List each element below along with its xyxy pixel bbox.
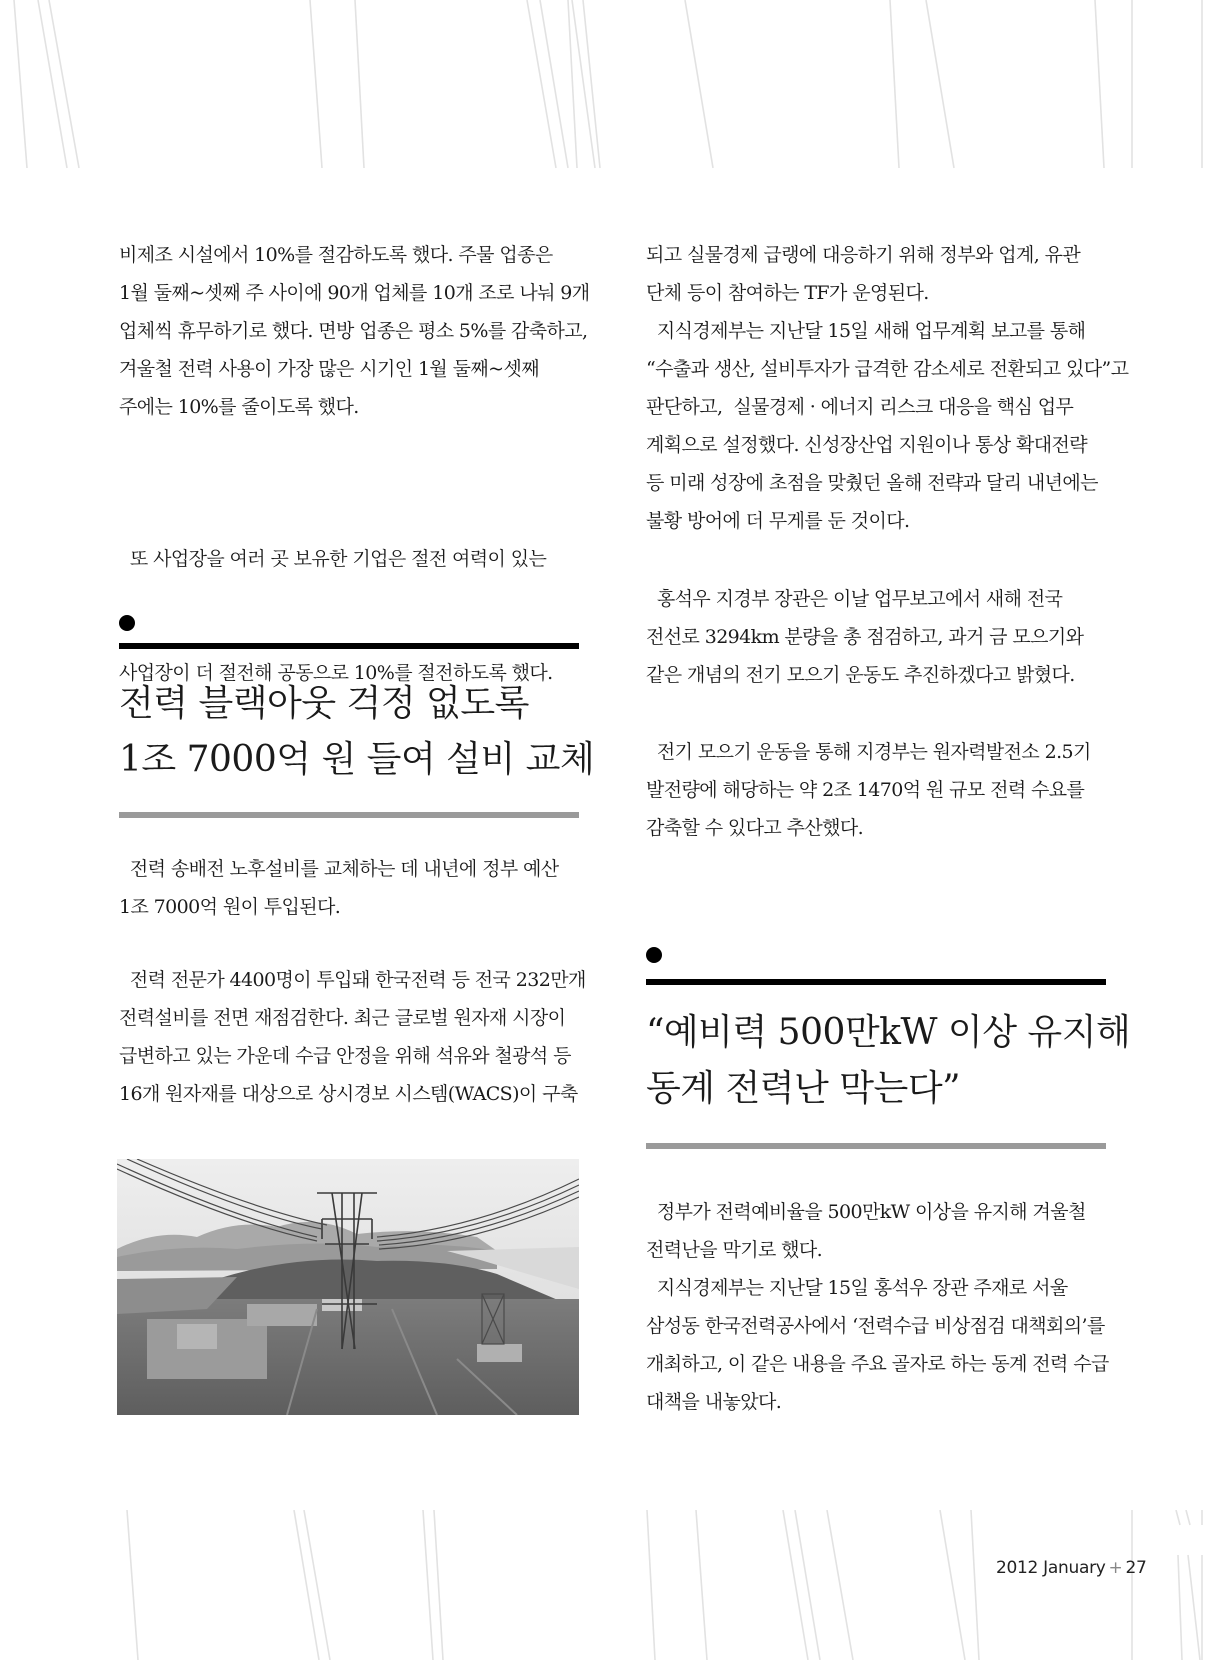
text-line: 주에는 10%를 줄이도록 했다. (119, 396, 359, 418)
text-line: 감축할 수 있다고 추산했다. (646, 817, 864, 839)
ministry-paragraph (646, 312, 1129, 540)
text-line: 홍석우 지경부 장관은 이날 업무보고에서 새해 전국 (646, 588, 1063, 610)
issue-date: 2012 January (996, 1558, 1106, 1578)
text-line: 전력설비를 전면 재점검한다. 최근 글로벌 원자재 시장이 (119, 1007, 566, 1029)
article-paragraph-meeting (646, 1269, 1109, 1421)
decorative-lines-top (0, 0, 1227, 170)
section-bullet (119, 615, 135, 631)
text-line: 지식경제부는 지난달 15일 새해 업무계획 보고를 통해 (646, 320, 1086, 342)
text-line: 또 사업장을 여러 곳 보유한 기업은 절전 여력이 있는 (119, 548, 547, 570)
text-line: 겨울철 전력 사용이 가장 많은 시기인 1월 둘째~셋째 (119, 358, 539, 380)
text-line: 전기 모으기 운동을 통해 지경부는 원자력발전소 2.5기 (646, 741, 1091, 763)
text-line: 사업장이 더 절전해 공동으로 10%를 절전하도록 했다. (119, 662, 553, 684)
headline-line: 전력 블랙아웃 걱정 없도록 (119, 683, 529, 724)
text-line: 등 미래 성장에 초점을 맞췄던 올해 전략과 달리 내년에는 (646, 472, 1098, 494)
text-line: 되고 실물경제 급랭에 대응하기 위해 정부와 업계, 유관 (646, 244, 1081, 266)
continued-paragraph (646, 236, 1106, 312)
footer-separator: + (1108, 1558, 1123, 1578)
text-line: 대책을 내놓았다. (646, 1391, 782, 1413)
text-line: 전력 송배전 노후설비를 교체하는 데 내년에 정부 예산 (119, 858, 559, 880)
photo-illustration (117, 1159, 579, 1415)
text-line: 1조 7000억 원이 투입된다. (119, 896, 341, 918)
section-rule-top (646, 979, 1106, 985)
campaign-paragraph (646, 733, 1106, 847)
text-line: 계획으로 설정했다. 신성장산업 지원이나 통상 확대전략 (646, 434, 1087, 456)
text-line: 전력 전문가 4400명이 투입돼 한국전력 등 전국 232만개 (119, 969, 586, 991)
text-line: “수출과 생산, 설비투자가 급격한 감소세로 전환되고 있다”고 (646, 358, 1129, 380)
text-line: 업체씩 휴무하기로 했다. 면방 업종은 평소 5%를 감축하고, (119, 320, 588, 342)
text-line: 개최하고, 이 같은 내용을 주요 골자로 하는 동계 전력 수급 (646, 1353, 1109, 1375)
text-line: 삼성동 한국전력공사에서 ‘전력수급 비상점검 대책회의’를 (646, 1315, 1105, 1337)
headline-line: 1조 7000억 원 들여 설비 교체 (119, 739, 595, 780)
text-line: 발전량에 해당하는 약 2조 1470억 원 규모 전력 수요를 (646, 779, 1085, 801)
section-bullet (646, 947, 662, 963)
text-line: 단체 등이 참여하는 TF가 운영된다. (646, 282, 929, 304)
text-line: 급변하고 있는 가운데 수급 안정을 위해 석유와 철광석 등 (119, 1045, 571, 1067)
page-number: 27 (1125, 1558, 1147, 1578)
transmission-towers-photo (117, 1159, 579, 1415)
article-paragraph-inspection (119, 961, 586, 1113)
text-line: 비제조 시설에서 10%를 절감하도록 했다. 주물 업종은 (119, 244, 553, 266)
minister-paragraph (646, 580, 1106, 694)
text-line: 1월 둘째~셋째 주 사이에 90개 업체를 10개 조로 나눠 9개 (119, 282, 590, 304)
text-line: 판단하고, 실물경제 · 에너지 리스크 대응을 핵심 업무 (646, 396, 1074, 418)
text-line: 지식경제부는 지난달 15일 홍석우 장관 주재로 서울 (646, 1277, 1068, 1299)
article-headline-blackout (119, 676, 594, 788)
text-line: 16개 원자재를 대상으로 상시경보 시스템(WACS)이 구축 (119, 1083, 578, 1105)
intro-paragraph (119, 236, 590, 426)
text-line: 전선로 3294km 분량을 총 점검하고, 과거 금 모으기와 (646, 626, 1084, 648)
text-line: 전력난을 막기로 했다. (646, 1239, 823, 1261)
article-paragraph-reserve (646, 1193, 1106, 1269)
section-rule-bottom (119, 812, 579, 818)
section-rule-bottom (646, 1143, 1106, 1149)
decorative-lines-bottom (0, 1510, 1227, 1660)
text-line: 정부가 전력예비율을 500만kW 이상을 유지해 겨울철 (646, 1201, 1086, 1223)
article-paragraph-budget (119, 850, 579, 926)
text-line: 같은 개념의 전기 모으기 운동도 추진하겠다고 밝혔다. (646, 664, 1075, 686)
section-rule-top (119, 643, 579, 649)
page-footer (996, 1558, 1147, 1578)
text-line: 불황 방어에 더 무게를 둔 것이다. (646, 510, 910, 532)
headline-line: 동계 전력난 막는다” (646, 1068, 960, 1109)
article-headline-reserve (646, 1005, 1130, 1117)
headline-line: “예비력 500만kW 이상 유지해 (646, 1012, 1131, 1053)
